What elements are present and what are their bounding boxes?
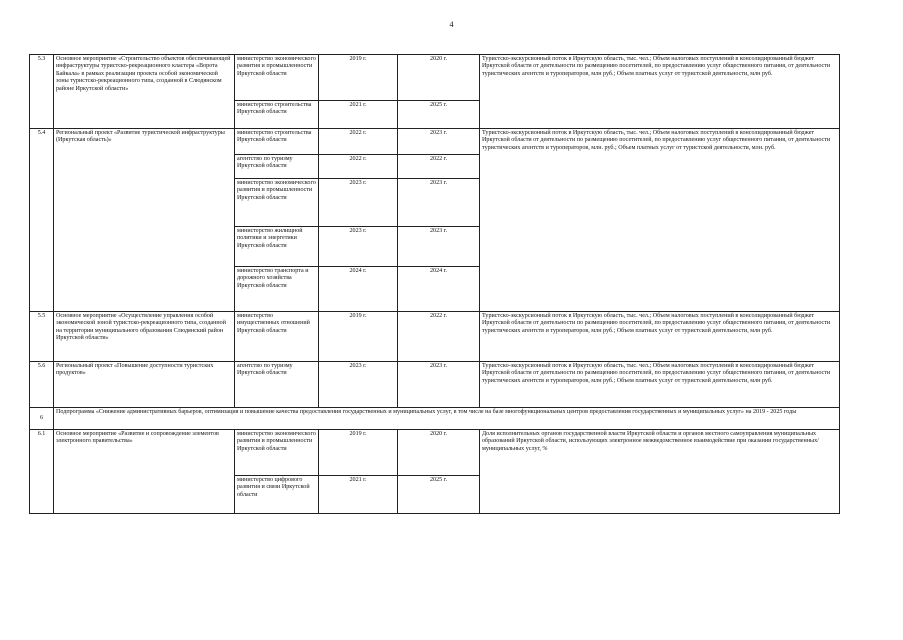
executor: министерство экономического развития и промышленности Иркутской области: [235, 179, 319, 227]
executor: министерство строительства Иркутской области: [235, 129, 319, 155]
table-row: [30, 430, 840, 476]
end-year: 2022 г.: [398, 155, 480, 179]
start-year: 2023 г.: [319, 362, 398, 408]
measure-name: Региональный проект «Развитие туристической инфраструктуры (Иркутская область)»: [54, 129, 235, 312]
end-year: 2022 г.: [398, 312, 480, 362]
end-year: 2023 г.: [398, 129, 480, 155]
table-row: [30, 362, 840, 408]
executor: министерство экономического развития и промышленности Иркутской области: [235, 55, 319, 101]
executor: агентство по туризму Иркутской области: [235, 362, 319, 408]
end-year: 2024 г.: [398, 267, 480, 312]
executor: министерство транспорта и дорожного хозяйства Иркутской области: [235, 267, 319, 312]
start-year: 2023 г.: [319, 179, 398, 227]
measure-name: Основное мероприятие «Строительство объектов обеспечивающей инфраструктуры туристско-рекреационного кластера «Ворота Байкала» в рамках реализации проекта особой экономической зоны туристско-рекреационного типа, созданной в Слюдянском районе Иркутской области»: [54, 55, 235, 129]
end-year: 2023 г.: [398, 362, 480, 408]
end-year: 2020 г.: [398, 430, 480, 476]
end-year: 2025 г.: [398, 476, 480, 514]
executor: министерство цифрового развития и связи Иркутской области: [235, 476, 319, 514]
start-year: 2019 г.: [319, 430, 398, 476]
row-number: 5.5: [30, 312, 54, 362]
executor: агентство по туризму Иркутской области: [235, 155, 319, 179]
start-year: 2023 г.: [319, 227, 398, 267]
subprogram-row: [30, 408, 840, 430]
start-year: 2019 г.: [319, 55, 398, 101]
measures-table: [29, 54, 840, 514]
subprogram-number: 6: [30, 408, 54, 430]
executor: министерство экономического развития и промышленности Иркутской области: [235, 430, 319, 476]
table-row: [30, 129, 840, 155]
start-year: 2022 г.: [319, 155, 398, 179]
start-year: 2021 г.: [319, 101, 398, 129]
indicators: Туристско-экскурсионный поток в Иркутскую область, тыс. чел.; Объем налоговых поступлений в консолидированный бюджет Иркутской области от деятельности по размещению посетителей, по предоставлению услуг общественного питания, от деятельности туристических агентств и туроператоров, млн руб.; Объем платных услуг от туристской деятельности, млн руб.: [480, 55, 840, 129]
end-year: 2020 г.: [398, 55, 480, 101]
indicators: Туристско-экскурсионный поток в Иркутскую область, тыс. чел.; Объем налоговых поступлений в консолидированный бюджет Иркутской области от деятельности по размещению посетителей, по предоставлению услуг общественного питания, от деятельности туристических агентств и туроператоров, млн руб.; Объем платных услуг от туристской деятельности, млн руб.: [480, 312, 840, 362]
end-year: 2023 г.: [398, 227, 480, 267]
row-number: 5.6: [30, 362, 54, 408]
executor: министерство имущественных отношений Иркутской области: [235, 312, 319, 362]
indicators: Доля исполнительных органов государственной власти Иркутской области и органов местного самоуправления муниципальных образований Иркутской области, использующих электронное межведомственное взаимодействие при оказании государственных/муниципальных услуг, %: [480, 430, 840, 514]
end-year: 2023 г.: [398, 179, 480, 227]
executor: министерство строительства Иркутской области: [235, 101, 319, 129]
executor: министерство жилищной политики и энергетики Иркутской области: [235, 227, 319, 267]
measure-name: Региональный проект «Повышение доступности туристских продуктов»: [54, 362, 235, 408]
table-row: [30, 55, 840, 101]
start-year: 2024 г.: [319, 267, 398, 312]
page-number: 4: [449, 20, 454, 29]
measure-name: Основное мероприятие «Развитие и сопровождение элементов электронного правительства»: [54, 430, 235, 514]
start-year: 2019 г.: [319, 312, 398, 362]
table-row: [30, 312, 840, 362]
row-number: 5.3: [30, 55, 54, 129]
measure-name: Основное мероприятие «Осуществление управления особой экономической зоной туристско-рекреационного типа, созданной на территории муниципального образования Слюдянский район Иркутской области»: [54, 312, 235, 362]
row-number: 5.4: [30, 129, 54, 312]
subprogram-title: Подпрограмма «Снижение административных барьеров, оптимизация и повышение качества предоставления государственных и муниципальных услуг, в том числе на базе многофункциональных центров предоставления государственных и муниципальных услуг» на 2019 - 2025 годы: [54, 408, 840, 430]
start-year: 2022 г.: [319, 129, 398, 155]
indicators: Туристско-экскурсионный поток в Иркутскую область, тыс. чел.; Объем налоговых поступлений в консолидированный бюджет Иркутской области от деятельности по размещению посетителей, по предоставлению услуг общественного питания, от деятельности туристических агентств и туроператоров, млн. руб.; Объем платных услуг от туристской деятельности, млн. руб.: [480, 129, 840, 312]
end-year: 2025 г.: [398, 101, 480, 129]
start-year: 2021 г.: [319, 476, 398, 514]
indicators: Туристско-экскурсионный поток в Иркутскую область, тыс. чел.; Объем налоговых поступлений в консолидированный бюджет Иркутской области от деятельности по размещению посетителей, по предоставлению услуг общественного питания, от деятельности туристических агентств и туроператоров, млн руб.; Объем платных услуг от туристской деятельности, млн руб.: [480, 362, 840, 408]
row-number: 6.1: [30, 430, 54, 514]
